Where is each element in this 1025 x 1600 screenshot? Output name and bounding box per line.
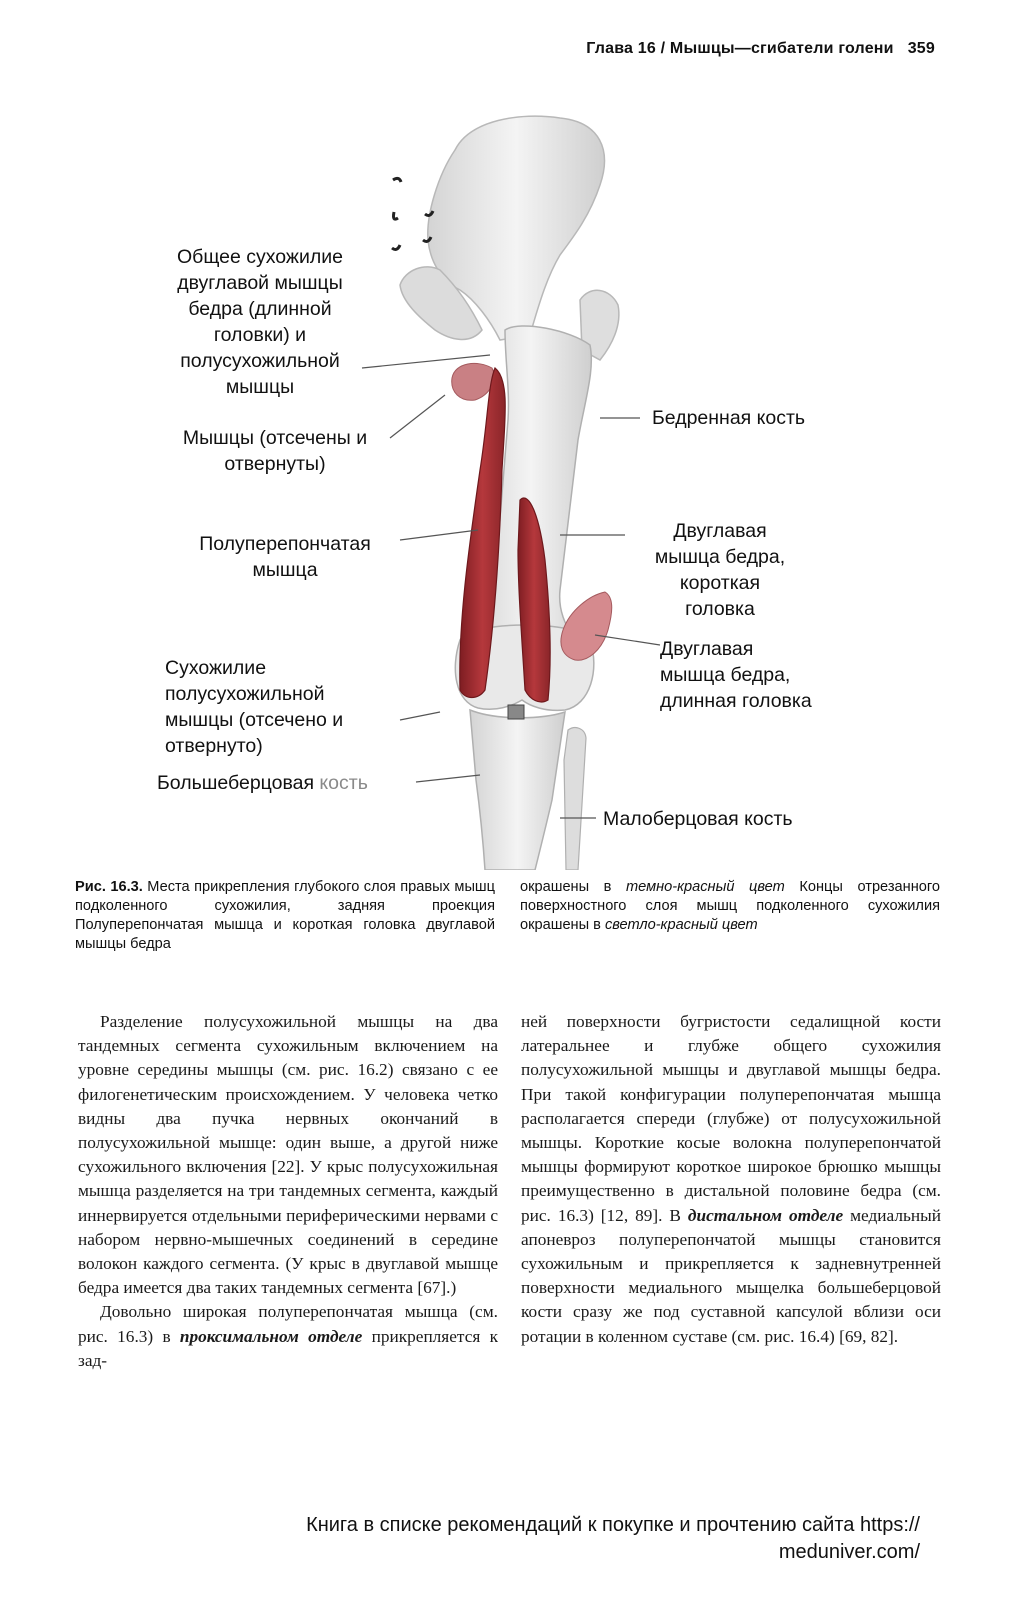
- label-common-tendon: [145, 244, 375, 400]
- tibia: [470, 710, 565, 870]
- label-tibia-light-text: кость: [319, 772, 368, 794]
- label-line: мышца бедра,: [654, 546, 786, 568]
- label-line: двуглавой мышцы: [177, 272, 343, 294]
- label-tibia-text: Большеберцовая: [157, 772, 320, 794]
- sacrum-marks: [392, 178, 433, 249]
- label-semitendinosus-tendon: [165, 655, 405, 759]
- watermark: [160, 1512, 920, 1566]
- watermark-line: meduniver.com/: [778, 1541, 920, 1563]
- paragraph: [78, 1300, 498, 1373]
- label-line: Двуглавая: [660, 638, 754, 660]
- emphasis-text: дистальном отделе: [687, 1205, 844, 1225]
- label-line: короткая: [679, 572, 761, 594]
- paragraph-text: Довольно широкая полуперепончатая мышца (см. рис. 16.3) в: [78, 1302, 498, 1346]
- label-line: мышца: [252, 559, 318, 581]
- label-line: мышца бедра,: [660, 664, 791, 686]
- label-line: Двуглавая: [673, 520, 767, 542]
- knee-joint-mark: [508, 705, 524, 719]
- paragraph-text: прикрепляется к зад-: [78, 1326, 498, 1370]
- figure-caption-right: [520, 878, 940, 935]
- label-line: длинная головка: [660, 690, 812, 712]
- watermark-line: Книга в списке рекомендаций к покупке и прочтению сайта https://: [306, 1514, 920, 1536]
- page-number: 359: [907, 40, 935, 57]
- caption-italic: светло-красный цвет: [604, 917, 758, 933]
- label-line: мышцы (отсечено и: [165, 709, 344, 731]
- label-line: Мышцы (отсечены и: [182, 427, 368, 449]
- common-tendon-origin: [452, 363, 494, 400]
- label-line: головки) и: [213, 324, 307, 346]
- paragraph: Разделение полусухожильной мышцы на два тандемных сегмента сухожильным включением на уровне середины мышцы (см. рис. 16.2) связано с ее филогенетическим происхождением. У человека четко видны два пучка нервных окончаний в полусухожильной мышце: один выше, а другой ниже сухожильного включения [22]. У крыс полусухожильная мышца разделяется на три тандемных сегмента, каждый иннервируется отдельными периферическими нервами с набором нервно-мышечных соединений в середине волокон каждого сегмента. (У крыс в двуглавой мышце бедра имеется два таких тандемных сегмента [67].): [78, 1012, 498, 1298]
- caption-text: Места прикрепления глубокого слоя правых мышц подколенного сухожилия, задняя проекция Полуперепончатая мышца и короткая головка двуглавой мышцы бедра: [75, 879, 496, 952]
- label-biceps-short-head: [620, 518, 820, 622]
- label-line: Малоберцовая кость: [603, 808, 793, 830]
- chapter-title: Глава 16 / Мышцы—сгибатели голени: [586, 40, 894, 57]
- label-tibia: [157, 770, 427, 796]
- label-line: мышцы: [225, 376, 295, 398]
- label-biceps-long-head: [660, 636, 880, 714]
- label-line: Бедренная кость: [652, 407, 806, 429]
- paragraph-text: медиальный апоневроз полуперепончатой мышцы становится сухожильным и прикрепляется к задневнутренней поверхности медиального мыщелка большеберцовой кости сразу же под суставной капсулой вблизи оси ротации в коленном суставе (см. рис. 16.4) [69, 82].: [521, 1205, 941, 1346]
- body-column-left: [78, 1010, 498, 1373]
- caption-text: окрашены в: [520, 879, 627, 895]
- label-line: отвернуты): [224, 453, 326, 475]
- label-line: полусухожильной: [165, 683, 325, 705]
- paragraph: [521, 1010, 941, 1349]
- caption-label: Рис. 16.3.: [75, 879, 143, 895]
- label-line: Сухожилие: [165, 657, 267, 679]
- fibula: [564, 728, 586, 870]
- emphasis-text: проксимальном отделе: [179, 1326, 363, 1346]
- label-fibula: [603, 806, 863, 832]
- label-femur: [652, 405, 872, 431]
- figure-caption-left: [75, 878, 495, 954]
- label-line: полусухожильной: [180, 350, 340, 372]
- caption-text: Концы отрезанного поверхностного слоя мышц подколенного сухожилия окрашены в: [520, 879, 941, 933]
- label-line: бедра (длинной: [188, 298, 332, 320]
- biceps-long-head: [561, 592, 612, 660]
- paragraph-text: ней поверхности бугристости седалищной кости латеральнее и глубже общего сухожилия полусухожильной мышцы и двуглавой мышцы бедра. При такой конфигурации полуперепончатая мышца располагается спереди (глубже) от полусухожильной мышцы. Короткие косые волокна полуперепончатой мышцы формируют короткое широкое брюшко мышцы преимущественно в дистальной половине бедра (см. рис. 16.3) [12, 89]. В: [521, 1012, 941, 1225]
- label-line: Полуперепончатая: [199, 533, 371, 555]
- label-muscles-cut: [155, 425, 395, 477]
- label-line: отвернуто): [165, 735, 263, 757]
- label-semimembranosus: [170, 531, 400, 583]
- label-line: головка: [685, 598, 755, 620]
- body-column-right: [521, 1010, 941, 1349]
- label-line: Общее сухожилие: [177, 246, 343, 268]
- caption-italic: темно-красный цвет: [626, 879, 785, 895]
